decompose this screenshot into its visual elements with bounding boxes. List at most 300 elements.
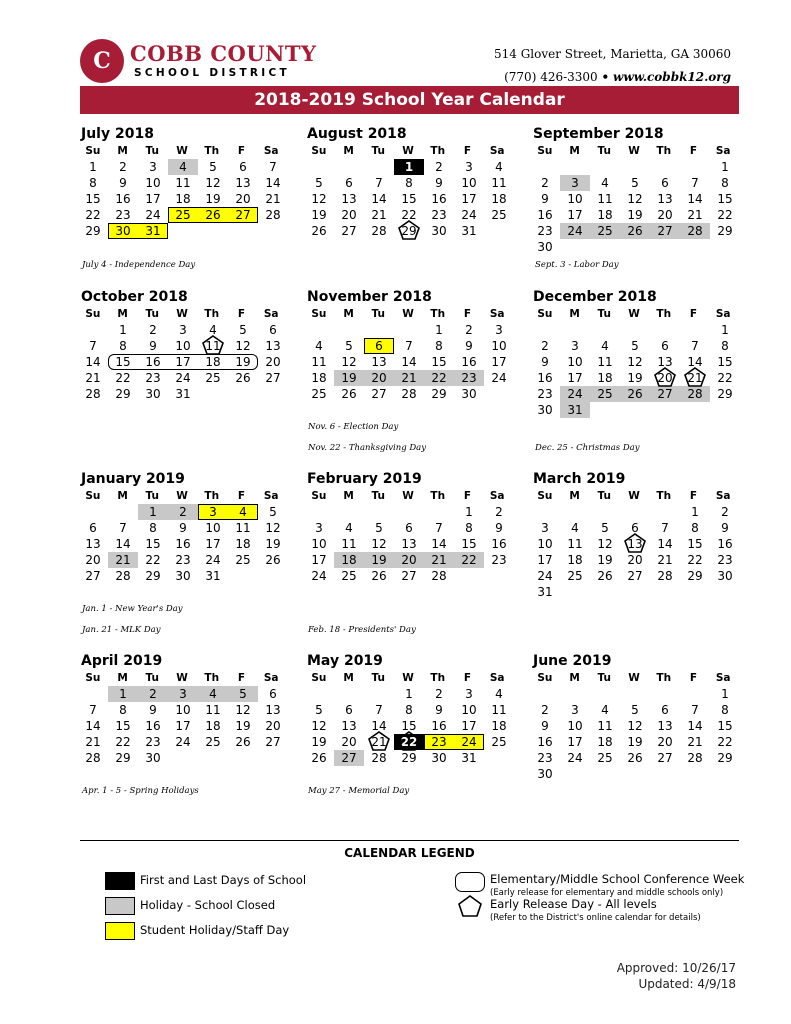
weekday-label: Th [656, 308, 672, 320]
day-cell: 11 [235, 521, 251, 535]
legend-early-release-note: (Refer to the District's online calendar for details) [490, 913, 701, 923]
day-cell: 30 [537, 240, 553, 254]
day-cell: 30 [145, 751, 161, 765]
day-cell: 26 [627, 751, 643, 765]
day-cell: 16 [431, 719, 447, 733]
day-cell: 25 [590, 386, 620, 402]
day-cell: 27 [371, 387, 387, 401]
day-cell: 3 [198, 504, 228, 520]
holiday-note: Nov. 22 - Thanksgiving Day [308, 443, 427, 453]
day-cell: 13 [265, 703, 281, 717]
day-cell: 21 [371, 208, 387, 222]
empty-cell [530, 159, 560, 175]
empty-cell [590, 504, 620, 520]
day-cell: 18 [205, 719, 221, 733]
empty-cell [560, 686, 590, 702]
day-cell: 9 [435, 703, 443, 717]
weekday-header [304, 671, 512, 686]
day-cell: 17 [205, 537, 221, 551]
holiday-note: Jan. 1 - New Year's Day [82, 604, 183, 614]
day-cell: 26 [341, 387, 357, 401]
day-cell: 27 [401, 569, 417, 583]
day-cell: 24 [461, 208, 477, 222]
holiday-note: Sept. 3 - Labor Day [535, 260, 619, 270]
day-cell: 3 [149, 160, 157, 174]
day-cell: 5 [239, 323, 247, 337]
weekday-label: Su [537, 490, 553, 502]
month-title: August 2018 [307, 126, 407, 142]
empty-cell [680, 322, 710, 338]
day-cell: 31 [138, 223, 168, 239]
day-grid [530, 322, 738, 418]
day-cell: 26 [265, 553, 281, 567]
day-cell: 14 [687, 719, 703, 733]
day-cell: 10 [567, 719, 583, 733]
day-cell: 7 [375, 703, 383, 717]
empty-cell [334, 322, 364, 338]
day-cell: 9 [541, 192, 549, 206]
day-cell: 10 [491, 339, 507, 353]
day-cell: 30 [431, 224, 447, 238]
day-cell: 21 [687, 208, 703, 222]
day-cell: 25 [235, 553, 251, 567]
day-cell: 14 [85, 719, 101, 733]
weekday-label: M [343, 490, 354, 502]
day-cell: 26 [235, 371, 251, 385]
day-cell: 18 [597, 371, 613, 385]
legend-conference-note: (Early release for elementary and middle schools only) [490, 888, 724, 898]
day-cell: 13 [265, 339, 281, 353]
day-cell: 19 [311, 735, 327, 749]
day-cell: 21 [265, 192, 281, 206]
day-cell: 5 [631, 176, 639, 190]
day-cell: 11 [597, 719, 613, 733]
day-cell: 24 [145, 208, 161, 222]
day-cell: 28 [371, 751, 387, 765]
month-january-2019 [78, 469, 286, 584]
day-cell: 5 [631, 703, 639, 717]
day-cell: 21 [85, 735, 101, 749]
day-cell: 24 [491, 371, 507, 385]
legend-staff-day: Student Holiday/Staff Day [140, 923, 290, 937]
day-cell: 13 [235, 176, 251, 190]
day-cell: 3 [465, 160, 473, 174]
weekday-label: Su [85, 672, 101, 684]
empty-cell [394, 504, 424, 520]
day-cell: 14 [431, 537, 447, 551]
approved-date: Approved: 10/26/17 [616, 961, 736, 975]
day-cell: 24 [537, 569, 553, 583]
day-cell: 19 [627, 371, 643, 385]
day-cell: 23 [145, 371, 161, 385]
day-cell: 22 [85, 208, 101, 222]
day-cell: 28 [431, 569, 447, 583]
day-cell: 29 [145, 569, 161, 583]
day-cell: 19 [205, 192, 221, 206]
logo-emblem: C [80, 39, 124, 83]
month-december-2018 [530, 287, 738, 418]
day-cell: 4 [168, 159, 198, 175]
weekday-label: M [117, 490, 128, 502]
day-cell: 2 [465, 323, 473, 337]
updated-date: Updated: 4/9/18 [638, 977, 736, 991]
weekday-label: W [402, 308, 414, 320]
day-cell: 2 [541, 176, 549, 190]
day-grid [530, 686, 738, 782]
day-cell: 18 [205, 355, 221, 369]
day-cell: 21 [371, 735, 387, 749]
website-link[interactable]: www.cobbk12.org [613, 70, 731, 84]
month-august-2018 [304, 124, 512, 239]
weekday-label: Su [311, 145, 327, 157]
day-cell: 23 [537, 751, 553, 765]
day-cell: 17 [567, 735, 583, 749]
weekday-label: M [117, 145, 128, 157]
weekday-label: F [463, 145, 472, 157]
day-cell: 20 [657, 208, 673, 222]
day-cell: 23 [145, 735, 161, 749]
empty-cell [530, 504, 560, 520]
day-cell: 7 [661, 521, 669, 535]
weekday-header [78, 489, 286, 504]
legend-divider [80, 840, 739, 841]
day-cell: 16 [717, 537, 733, 551]
day-grid [530, 504, 738, 600]
legend-swatch-black [105, 872, 135, 890]
day-cell: 24 [175, 371, 191, 385]
day-cell: 30 [461, 387, 477, 401]
day-cell: 9 [149, 339, 157, 353]
day-cell: 6 [661, 339, 669, 353]
day-grid [78, 159, 286, 239]
holiday-note: Dec. 25 - Christmas Day [535, 443, 640, 453]
day-cell: 6 [661, 703, 669, 717]
day-cell: 15 [687, 537, 703, 551]
day-cell: 3 [465, 687, 473, 701]
day-cell: 2 [721, 505, 729, 519]
weekday-label: Tu [597, 672, 612, 684]
day-cell: 25 [168, 207, 198, 223]
day-cell: 17 [461, 192, 477, 206]
empty-cell [560, 322, 590, 338]
day-cell: 22 [424, 370, 454, 386]
day-cell: 25 [567, 569, 583, 583]
day-cell: 10 [175, 339, 191, 353]
weekday-label: F [689, 672, 698, 684]
day-cell: 13 [627, 537, 643, 551]
empty-cell [590, 159, 620, 175]
weekday-label: Th [430, 672, 446, 684]
empty-cell [304, 686, 334, 702]
day-cell: 17 [567, 371, 583, 385]
day-cell: 24 [560, 223, 590, 239]
day-cell: 23 [454, 370, 484, 386]
day-cell: 31 [205, 569, 221, 583]
weekday-label: W [176, 308, 188, 320]
weekday-label: W [628, 308, 640, 320]
weekday-header [78, 307, 286, 322]
day-cell: 15 [401, 192, 417, 206]
day-cell: 3 [571, 339, 579, 353]
weekday-label: M [117, 672, 128, 684]
day-cell: 28 [115, 569, 131, 583]
weekday-label: F [689, 490, 698, 502]
day-cell: 4 [495, 687, 503, 701]
day-cell: 14 [687, 355, 703, 369]
weekday-header [530, 144, 738, 159]
day-cell: 12 [627, 192, 643, 206]
day-cell: 30 [108, 223, 138, 239]
legend-early-release: Early Release Day - All levels [490, 897, 657, 911]
day-cell: 15 [717, 192, 733, 206]
day-cell: 9 [435, 176, 443, 190]
weekday-label: Th [204, 490, 220, 502]
weekday-label: M [117, 308, 128, 320]
weekday-label: Th [204, 672, 220, 684]
day-cell: 9 [541, 719, 549, 733]
day-cell: 7 [691, 703, 699, 717]
day-cell: 17 [145, 192, 161, 206]
weekday-label: Sa [489, 672, 505, 684]
day-cell: 8 [435, 339, 443, 353]
contact-block [494, 43, 731, 89]
day-cell: 9 [179, 521, 187, 535]
day-cell: 20 [364, 370, 394, 386]
day-cell: 29 [115, 387, 131, 401]
day-cell: 14 [371, 719, 387, 733]
day-cell: 20 [394, 552, 424, 568]
day-cell: 12 [311, 719, 327, 733]
day-cell: 1 [691, 505, 699, 519]
weekday-header [530, 671, 738, 686]
day-grid [530, 159, 738, 255]
day-cell: 15 [461, 537, 477, 551]
empty-cell [620, 504, 650, 520]
weekday-label: Tu [371, 308, 386, 320]
day-cell: 4 [495, 160, 503, 174]
day-grid [304, 686, 512, 766]
month-october-2018 [78, 287, 286, 402]
empty-cell [590, 686, 620, 702]
weekday-header [78, 671, 286, 686]
day-cell: 15 [115, 719, 131, 733]
weekday-label: Sa [715, 308, 731, 320]
day-cell: 27 [334, 750, 364, 766]
weekday-label: W [628, 672, 640, 684]
day-cell: 4 [601, 176, 609, 190]
day-cell: 23 [491, 553, 507, 567]
weekday-label: Tu [145, 490, 160, 502]
day-cell: 15 [431, 355, 447, 369]
day-cell: 19 [364, 552, 394, 568]
day-cell: 19 [627, 735, 643, 749]
day-cell: 8 [721, 339, 729, 353]
day-cell: 7 [89, 703, 97, 717]
day-cell: 3 [541, 521, 549, 535]
weekday-label: Su [311, 308, 327, 320]
day-cell: 27 [85, 569, 101, 583]
weekday-label: W [176, 490, 188, 502]
day-cell: 21 [657, 553, 673, 567]
day-cell: 14 [401, 355, 417, 369]
day-cell: 11 [597, 192, 613, 206]
day-cell: 9 [119, 176, 127, 190]
day-cell: 29 [401, 751, 417, 765]
day-cell: 9 [149, 703, 157, 717]
day-cell: 13 [341, 192, 357, 206]
day-cell: 10 [567, 192, 583, 206]
month-title: June 2019 [533, 653, 612, 669]
district-name: COBB COUNTY [130, 41, 317, 66]
day-cell: 8 [149, 521, 157, 535]
day-cell: 12 [265, 521, 281, 535]
weekday-label: Tu [597, 145, 612, 157]
day-cell: 14 [265, 176, 281, 190]
day-cell: 29 [115, 751, 131, 765]
weekday-label: Su [311, 672, 327, 684]
day-cell: 18 [491, 192, 507, 206]
day-cell: 26 [620, 223, 650, 239]
day-cell: 27 [265, 735, 281, 749]
day-cell: 2 [541, 339, 549, 353]
legend-swatch-gray [105, 897, 135, 915]
month-title: October 2018 [81, 289, 188, 305]
day-cell: 13 [657, 355, 673, 369]
weekday-label: Tu [597, 308, 612, 320]
legend-conference: Elementary/Middle School Conference Week [490, 872, 745, 886]
day-cell: 2 [435, 160, 443, 174]
day-cell: 4 [601, 703, 609, 717]
empty-cell [78, 504, 108, 520]
day-cell: 29 [401, 224, 417, 238]
day-cell: 12 [205, 176, 221, 190]
day-cell: 18 [235, 537, 251, 551]
day-cell: 11 [205, 339, 221, 353]
weekday-label: M [569, 145, 580, 157]
day-cell: 17 [491, 355, 507, 369]
day-cell: 27 [650, 386, 680, 402]
weekday-label: F [237, 490, 246, 502]
empty-cell [424, 504, 454, 520]
day-cell: 7 [691, 176, 699, 190]
month-march-2019 [530, 469, 738, 600]
day-cell: 11 [311, 355, 327, 369]
day-cell: 17 [175, 355, 191, 369]
day-cell: 6 [631, 521, 639, 535]
weekday-label: Th [430, 308, 446, 320]
month-november-2018 [304, 287, 512, 402]
weekday-label: Su [537, 308, 553, 320]
legend-swatch-yellow [105, 922, 135, 940]
day-grid [304, 159, 512, 239]
day-cell: 5 [228, 686, 258, 702]
day-cell: 12 [627, 355, 643, 369]
empty-cell [530, 686, 560, 702]
day-cell: 4 [315, 339, 323, 353]
day-cell: 2 [435, 687, 443, 701]
day-cell: 27 [650, 223, 680, 239]
empty-cell [78, 322, 108, 338]
day-cell: 10 [537, 537, 553, 551]
weekday-header [78, 144, 286, 159]
day-cell: 9 [721, 521, 729, 535]
day-cell: 18 [175, 192, 191, 206]
day-cell: 12 [311, 192, 327, 206]
day-cell: 8 [721, 703, 729, 717]
day-cell: 29 [431, 387, 447, 401]
empty-cell [364, 159, 394, 175]
day-cell: 8 [721, 176, 729, 190]
day-cell: 6 [345, 176, 353, 190]
day-cell: 4 [209, 323, 217, 337]
day-cell: 24 [311, 569, 327, 583]
day-cell: 23 [717, 553, 733, 567]
day-grid [78, 504, 286, 584]
month-title: January 2019 [81, 471, 185, 487]
day-cell: 28 [657, 569, 673, 583]
day-cell: 17 [175, 719, 191, 733]
day-cell: 11 [341, 537, 357, 551]
weekday-label: Sa [263, 308, 279, 320]
empty-cell [650, 686, 680, 702]
day-cell: 23 [431, 208, 447, 222]
day-cell: 20 [235, 192, 251, 206]
day-cell: 7 [269, 160, 277, 174]
day-cell: 21 [424, 552, 454, 568]
page-title: 2018-2019 School Year Calendar [80, 86, 739, 114]
day-cell: 7 [375, 176, 383, 190]
month-title: November 2018 [307, 289, 432, 305]
day-cell: 24 [560, 386, 590, 402]
weekday-label: Su [537, 145, 553, 157]
day-cell: 13 [341, 719, 357, 733]
holiday-note: Apr. 1 - 5 - Spring Holidays [82, 786, 199, 796]
weekday-label: Sa [263, 672, 279, 684]
day-cell: 24 [567, 751, 583, 765]
empty-cell [108, 504, 138, 520]
month-april-2019 [78, 651, 286, 766]
day-cell: 29 [717, 224, 733, 238]
day-cell: 25 [590, 223, 620, 239]
day-cell: 21 [687, 371, 703, 385]
day-cell: 12 [235, 339, 251, 353]
day-cell: 3 [560, 175, 590, 191]
day-cell: 4 [228, 504, 258, 520]
day-cell: 25 [341, 569, 357, 583]
day-cell: 19 [311, 208, 327, 222]
phone: (770) 426-3300 [504, 70, 598, 84]
month-july-2018 [78, 124, 286, 239]
day-cell: 5 [345, 339, 353, 353]
day-cell: 12 [371, 537, 387, 551]
weekday-label: Sa [715, 672, 731, 684]
day-cell: 16 [537, 735, 553, 749]
day-cell: 1 [89, 160, 97, 174]
district-subtitle: SCHOOL DISTRICT [134, 67, 290, 79]
day-cell: 1 [108, 686, 138, 702]
separator-bullet: • [601, 70, 610, 84]
empty-cell [304, 504, 334, 520]
day-cell: 1 [138, 504, 168, 520]
day-cell: 11 [567, 537, 583, 551]
weekday-label: F [237, 145, 246, 157]
weekday-label: F [689, 308, 698, 320]
day-cell: 1 [721, 323, 729, 337]
day-cell: 6 [89, 521, 97, 535]
day-cell: 16 [175, 537, 191, 551]
day-cell: 6 [239, 160, 247, 174]
day-cell: 15 [717, 719, 733, 733]
